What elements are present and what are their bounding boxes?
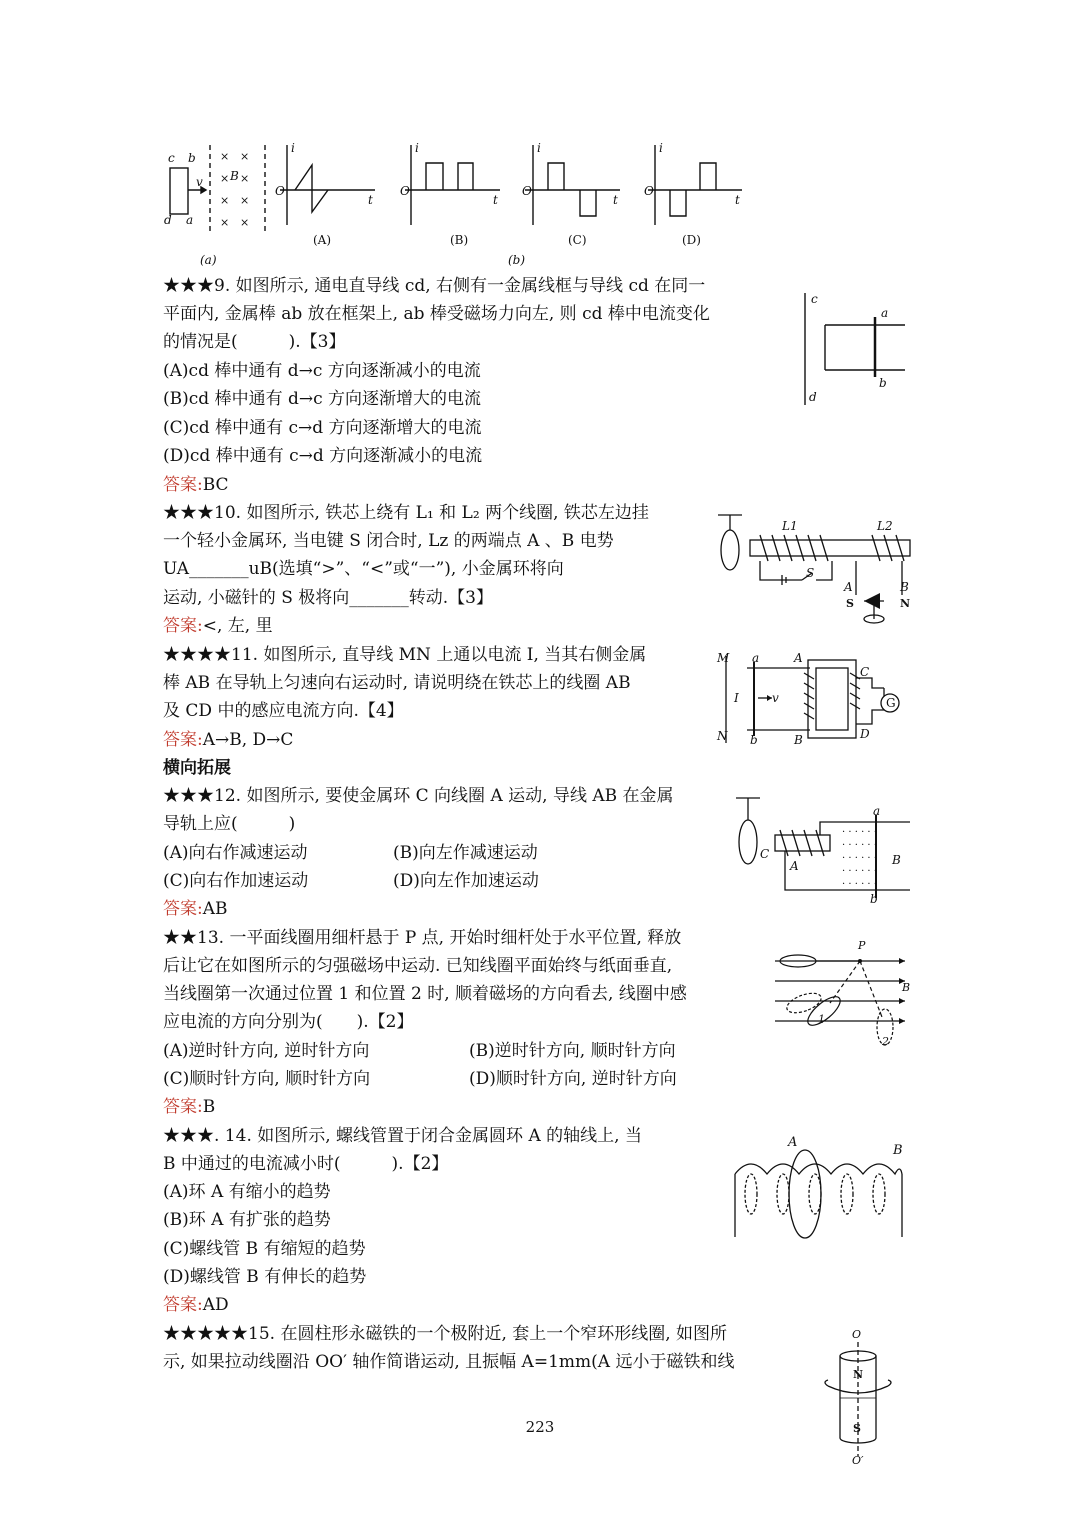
svg-text:· · · · · ·: · · · · · · — [842, 853, 877, 864]
q11-line2: 棒 AB 在导轨上匀速向右运动时, 请说明绕在铁芯上的线圈 AB — [163, 673, 631, 693]
q13-line2: 后让它在如图所示的匀强磁场中运动. 已知线圈平面始终与纸面垂直, — [163, 956, 673, 976]
svg-text:C: C — [860, 665, 870, 679]
svg-text:B: B — [902, 981, 911, 994]
svg-text:t: t — [368, 193, 373, 207]
svg-text:1: 1 — [818, 1013, 825, 1026]
q15-line2: 示, 如果拉动线圈沿 OO′ 轴作简谐运动, 且振幅 A=1mm(A 远小于磁铁和线 — [163, 1352, 735, 1372]
q12-option-a: (A)向右作减速运动 — [163, 843, 308, 863]
q13-answer: 答案:B — [163, 1097, 216, 1117]
q13-line1: ★★13. 一平面线圈用细杆悬于 P 点, 开始时细杆处于水平位置, 释放 — [163, 928, 682, 948]
svg-text:t: t — [735, 193, 740, 207]
q13-option-c: (C)顺时针方向, 顺时针方向 — [163, 1069, 371, 1089]
svg-text:A: A — [790, 859, 799, 873]
svg-text:M: M — [717, 651, 730, 665]
svg-text:v: v — [772, 691, 779, 705]
svg-text:O: O — [852, 1328, 862, 1341]
q9-option-a: (A)cd 棒中通有 d→c 方向逐渐减小的电流 — [163, 361, 481, 381]
svg-text:N: N — [717, 729, 728, 743]
q9-option-b: (B)cd 棒中通有 d→c 方向逐渐增大的电流 — [163, 389, 482, 409]
q14-option-a: (A)环 A 有缩小的趋势 — [163, 1182, 331, 1202]
svg-text:O: O — [400, 184, 410, 198]
svg-text:a: a — [752, 651, 760, 665]
svg-text:(B): (B) — [450, 233, 469, 247]
svg-text:N: N — [900, 597, 911, 610]
svg-text:L2: L2 — [877, 519, 893, 533]
svg-text:i: i — [537, 141, 541, 155]
svg-text:B: B — [794, 733, 803, 747]
svg-text:· · · · · ·: · · · · · · — [842, 840, 877, 851]
q12-answer: 答案:AB — [163, 899, 228, 919]
svg-text:a: a — [881, 306, 889, 320]
svg-text:S: S — [846, 597, 854, 610]
q10-line3: UA_______uB(选填“>”、“<”或“一”), 小金属环将向 — [163, 559, 564, 579]
figure-q14 — [730, 1132, 910, 1242]
svg-text:O′: O′ — [852, 1454, 864, 1467]
svg-text:B: B — [893, 1143, 903, 1158]
svg-text:O: O — [522, 184, 532, 198]
svg-text:L1: L1 — [782, 519, 798, 533]
q9-answer: 答案:BC — [163, 475, 229, 495]
q13-line3: 当线圈第一次通过位置 1 和位置 2 时, 顺着磁场的方向看去, 线圈中感 — [163, 984, 687, 1004]
svg-text:×: × — [240, 194, 250, 207]
svg-text:S: S — [806, 566, 815, 580]
q13-option-b: (B)逆时针方向, 顺时针方向 — [469, 1041, 676, 1061]
q14-option-d: (D)螺线管 B 有伸长的趋势 — [163, 1267, 367, 1287]
q13-line4: 应电流的方向分别为( ).【2】 — [163, 1012, 414, 1032]
figure-q10 — [712, 505, 912, 630]
label-c: c — [168, 151, 175, 165]
svg-text:×: × — [220, 150, 230, 163]
svg-text:(D): (D) — [682, 233, 701, 247]
svg-text:×: × — [220, 194, 230, 207]
svg-text:D: D — [860, 727, 870, 741]
svg-text:A: A — [794, 651, 803, 665]
svg-text:· · · · · ·: · · · · · · — [842, 866, 877, 877]
svg-text:B: B — [892, 853, 901, 867]
svg-text:(b): (b) — [508, 253, 526, 267]
svg-text:P: P — [858, 939, 866, 952]
q10-line2: 一个轻小金属环, 当电键 S 闭合时, Lz 的两端点 A 、B 电势 — [163, 531, 614, 551]
q13-option-a: (A)逆时针方向, 逆时针方向 — [163, 1041, 370, 1061]
q12-option-d: (D)向左作加速运动 — [393, 871, 539, 891]
svg-text:i: i — [415, 141, 419, 155]
q14-line2: B 中通过的电流减小时( ).【2】 — [163, 1154, 449, 1174]
svg-text:b: b — [879, 376, 887, 390]
svg-text:I: I — [734, 691, 739, 705]
label-b: b — [188, 151, 196, 165]
svg-text:×: × — [220, 172, 230, 185]
q10-line1: ★★★10. 如图所示, 铁芯上绕有 L₁ 和 L₂ 两个线圈, 铁芯左边挂 — [163, 503, 649, 523]
figure-q11 — [712, 648, 912, 748]
q12-option-b: (B)向左作减速运动 — [393, 843, 538, 863]
svg-text:×: × — [240, 150, 250, 163]
q14-answer: 答案:AD — [163, 1295, 229, 1315]
svg-text:c: c — [811, 292, 818, 306]
svg-text:N: N — [853, 1368, 864, 1381]
svg-text:O: O — [275, 184, 285, 198]
svg-text:×: × — [220, 216, 230, 229]
q14-option-b: (B)环 A 有扩张的趋势 — [163, 1210, 331, 1230]
svg-text:2: 2 — [882, 1035, 889, 1048]
svg-text:(a): (a) — [200, 253, 217, 267]
label-a: a — [186, 213, 194, 227]
svg-text:×: × — [240, 172, 250, 185]
figure-q15 — [822, 1328, 912, 1468]
q11-answer: 答案:A→B, D→C — [163, 730, 294, 750]
svg-text:S: S — [853, 1422, 861, 1435]
svg-text:A: A — [788, 1135, 798, 1150]
svg-text:C: C — [760, 847, 770, 861]
svg-text:×: × — [240, 216, 250, 229]
q12-option-c: (C)向右作加速运动 — [163, 871, 309, 891]
svg-text:i: i — [659, 141, 663, 155]
figure-current-graphs — [160, 140, 760, 270]
q15-line1: ★★★★★15. 在圆柱形永磁铁的一个极附近, 套上一个窄环形线圈, 如图所 — [163, 1324, 728, 1344]
q12-line2: 导轨上应( ) — [163, 814, 296, 834]
label-v: v — [196, 175, 203, 189]
svg-text:(C): (C) — [568, 233, 587, 247]
q14-line1: ★★★. 14. 如图所示, 螺线管置于闭合金属圆环 A 的轴线上, 当 — [163, 1126, 642, 1146]
svg-text:G: G — [886, 696, 896, 710]
figure-q12 — [730, 790, 915, 905]
label-d: d — [164, 213, 172, 227]
figure-q13 — [770, 935, 915, 1050]
svg-text:O: O — [644, 184, 654, 198]
q9-line2: 平面内, 金属棒 ab 放在框架上, ab 棒受磁场力向左, 则 cd 棒中电流变化 — [163, 304, 710, 324]
svg-text:d: d — [809, 390, 817, 404]
label-field-B: B — [230, 169, 239, 183]
q9-line3: 的情况是( ).【3】 — [163, 332, 346, 352]
svg-text:t: t — [613, 193, 618, 207]
svg-text:A: A — [844, 580, 853, 594]
figure-q9 — [795, 285, 915, 410]
svg-text:· · · · · ·: · · · · · · — [842, 879, 877, 890]
svg-text:i: i — [291, 141, 295, 155]
q9-option-c: (C)cd 棒中通有 c→d 方向逐渐增大的电流 — [163, 418, 482, 438]
q11-line3: 及 CD 中的感应电流方向.【4】 — [163, 701, 404, 721]
q9-option-d: (D)cd 棒中通有 c→d 方向逐渐减小的电流 — [163, 446, 483, 466]
svg-text:b: b — [870, 892, 878, 905]
q11-line1: ★★★★11. 如图所示, 直导线 MN 上通以电流 I, 当其右侧金属 — [163, 645, 647, 665]
q14-option-c: (C)螺线管 B 有缩短的趋势 — [163, 1239, 366, 1259]
svg-text:(A): (A) — [313, 233, 332, 247]
q13-option-d: (D)顺时针方向, 逆时针方向 — [469, 1069, 677, 1089]
svg-text:b: b — [750, 733, 758, 747]
q12-line1: ★★★12. 如图所示, 要使金属环 C 向线圈 A 运动, 导线 AB 在金属 — [163, 786, 674, 806]
q9-line1: ★★★9. 如图所示, 通电直导线 cd, 右侧有一金属线框与导线 cd 在同一 — [163, 276, 706, 296]
q10-answer: 答案:<, 左, 里 — [163, 616, 273, 636]
section-heading: 横向拓展 — [163, 758, 231, 778]
svg-text:· · · · · ·: · · · · · · — [842, 827, 877, 838]
svg-text:B: B — [900, 580, 909, 594]
svg-text:a: a — [873, 804, 881, 818]
q10-line4: 运动, 小磁针的 S 极将向_______转动.【3】 — [163, 588, 493, 608]
svg-text:t: t — [493, 193, 498, 207]
page-number: 223 — [525, 1418, 555, 1436]
